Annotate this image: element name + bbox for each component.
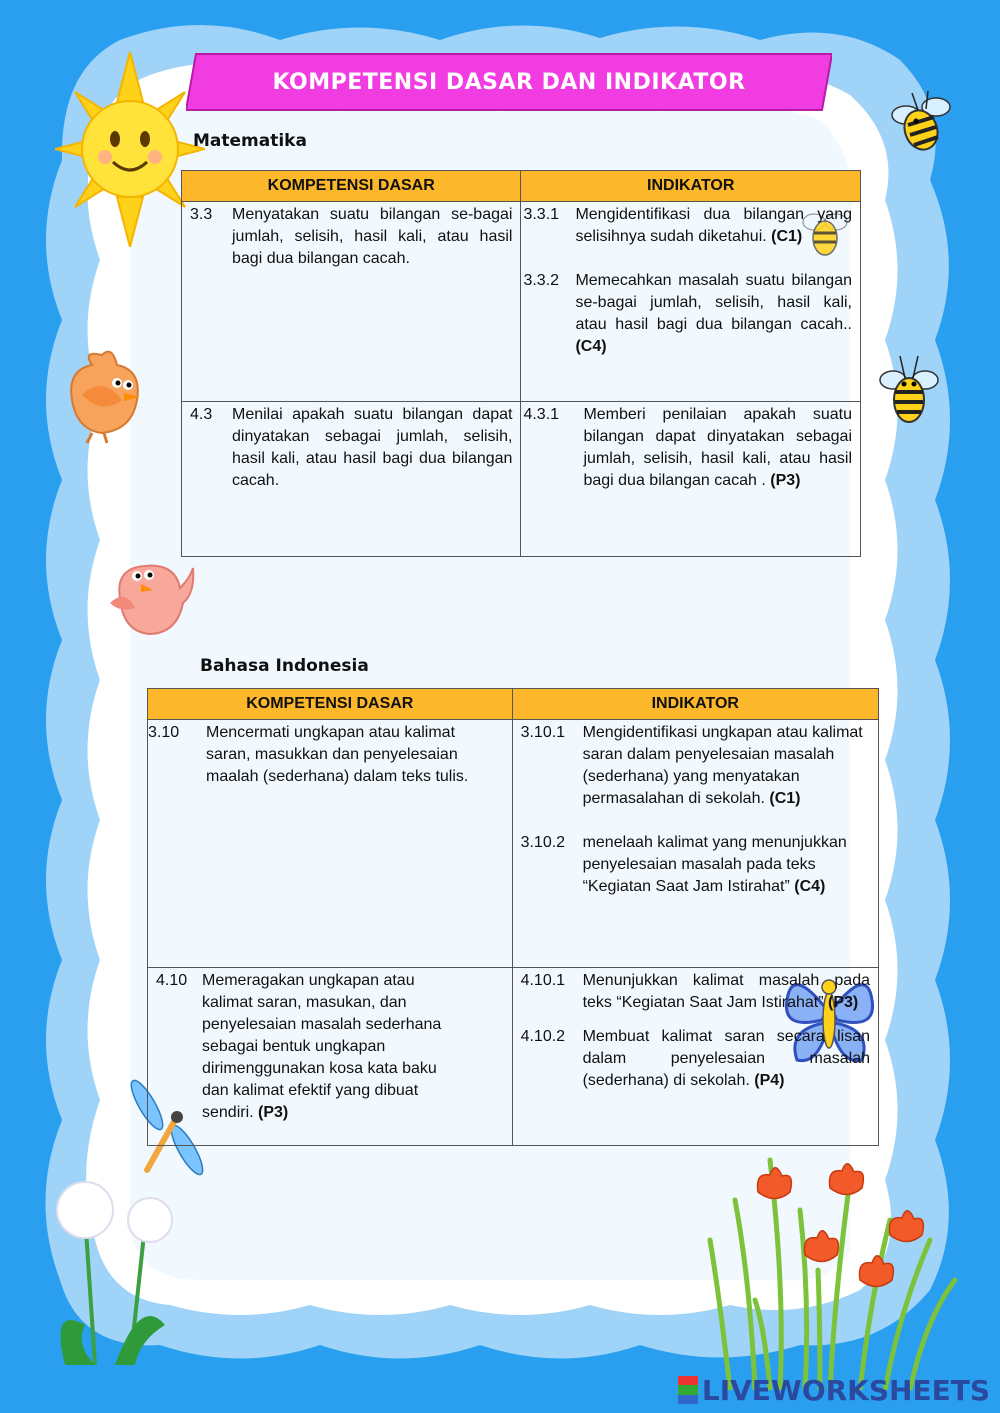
kd-number: 3.10 [148,724,180,741]
table-header-row [182,171,861,202]
indikator-tag: (C1) [769,790,801,807]
indikator-number: 4.3.1 [523,406,560,423]
brand-badge-icon [678,1376,698,1404]
column-header-indikator: INDIKATOR [521,171,861,202]
bird-icon [62,345,152,445]
indikator-number: 3.3.1 [523,206,560,223]
kd-number: 4.3 [190,406,213,423]
kd-cell [182,202,521,402]
brand-text: LIVEWORKSHEETS [701,1374,990,1407]
table-row [182,402,861,557]
section-label-bahasa-indonesia: Bahasa Indonesia [200,656,369,676]
dandelion-icon [45,1175,195,1375]
indikator-number: 3.10.1 [520,724,566,741]
bee-icon [878,350,940,435]
bee-icon [888,85,953,160]
indikator-cell [521,202,861,402]
indikator-tag: (P4) [754,1072,785,1089]
kd-number: 4.10 [156,972,188,989]
kd-text: Mencermati ungkapan atau kalimat saran, masukkan dan penyelesaian maalah (sederhana) dalam teks tulis. [206,724,469,785]
brand-logo [678,1374,990,1407]
indikator-number: 3.3.2 [523,272,560,289]
tulip-grass-icon [700,1120,970,1390]
bird-icon [105,548,195,643]
column-header-kd: KOMPETENSI DASAR [148,689,513,720]
kd-tag: (P3) [258,1104,289,1121]
kd-table-bahasa-indonesia [147,688,879,1146]
section-label-matematika: Matematika [193,131,307,151]
indikator-tag: (P3) [828,994,859,1011]
kd-number: 3.3 [190,206,213,223]
indikator-tag: (C4) [794,878,826,895]
indikator-tag: (C4) [575,338,607,355]
kd-text: Menyatakan suatu bilangan se-bagai jumlah, selisih, hasil kali, atau hasil bagi dua bilangan cacah. [232,206,513,267]
title-banner [186,52,832,112]
kd-text: Memeragakan ungkapan atau kalimat saran, masukan, dan penyelesaian masalah sederhana sebagai bentuk ungkapan dirimenggunakan kosa kata baku dan kalimat efektif yang dibuat sendiri. [202,972,442,1121]
indikator-text: Memberi penilaian apakah suatu bilangan dapat dinyatakan sebagai jumlah, selisih, hasil kali, atau hasil bagi dua bilangan cacah . [583,406,852,489]
indikator-text: Mengidentifikasi dua bilangan yang selisihnya sudah diketahui. [575,206,852,245]
column-header-indikator: INDIKATOR [512,689,878,720]
indikator-text: Menunjukkan kalimat masalah pada teks “Kegiatan Saat Jam Istirahat” [582,972,870,1011]
table-row [148,720,879,968]
indikator-number: 4.10.1 [520,972,566,989]
column-header-kd: KOMPETENSI DASAR [182,171,521,202]
page-title: KOMPETENSI DASAR DAN INDIKATOR [272,69,746,95]
kd-cell [182,402,521,557]
table-header-row [148,689,879,720]
indikator-cell [521,402,861,557]
indikator-number: 3.10.2 [520,834,566,851]
indikator-number: 4.10.2 [520,1028,566,1045]
table-row [182,202,861,402]
kd-text: Menilai apakah suatu bilangan dapat dinyatakan sebagai jumlah, selisih, hasil kali, atau hasil bagi dua bilangan cacah. [232,406,513,489]
kd-cell [148,968,513,1146]
kd-table-matematika [181,170,861,557]
indikator-cell [512,720,878,968]
indikator-tag: (C1) [771,228,803,245]
indikator-text: menelaah kalimat yang menunjukkan penyelesaian masalah pada teks “Kegiatan Saat Jam Istirahat” [582,834,847,895]
indikator-text: Memecahkan masalah suatu bilangan se-bagai jumlah, selisih, hasil kali, atau hasil bagi dua bilangan cacah.. [575,272,852,333]
indikator-cell [512,968,878,1146]
kd-cell [148,720,513,968]
table-row [148,968,879,1146]
indikator-tag: (P3) [770,472,801,489]
indikator-text: Membuat kalimat saran secara lisan dalam penyelesaian masalah (sederhana) di sekolah. [582,1028,870,1089]
indikator-text: Mengidentifikasi ungkapan atau kalimat saran dalam penyelesaian masalah (sederhana) yang menyatakan permasalahan di sekolah. [582,724,863,807]
